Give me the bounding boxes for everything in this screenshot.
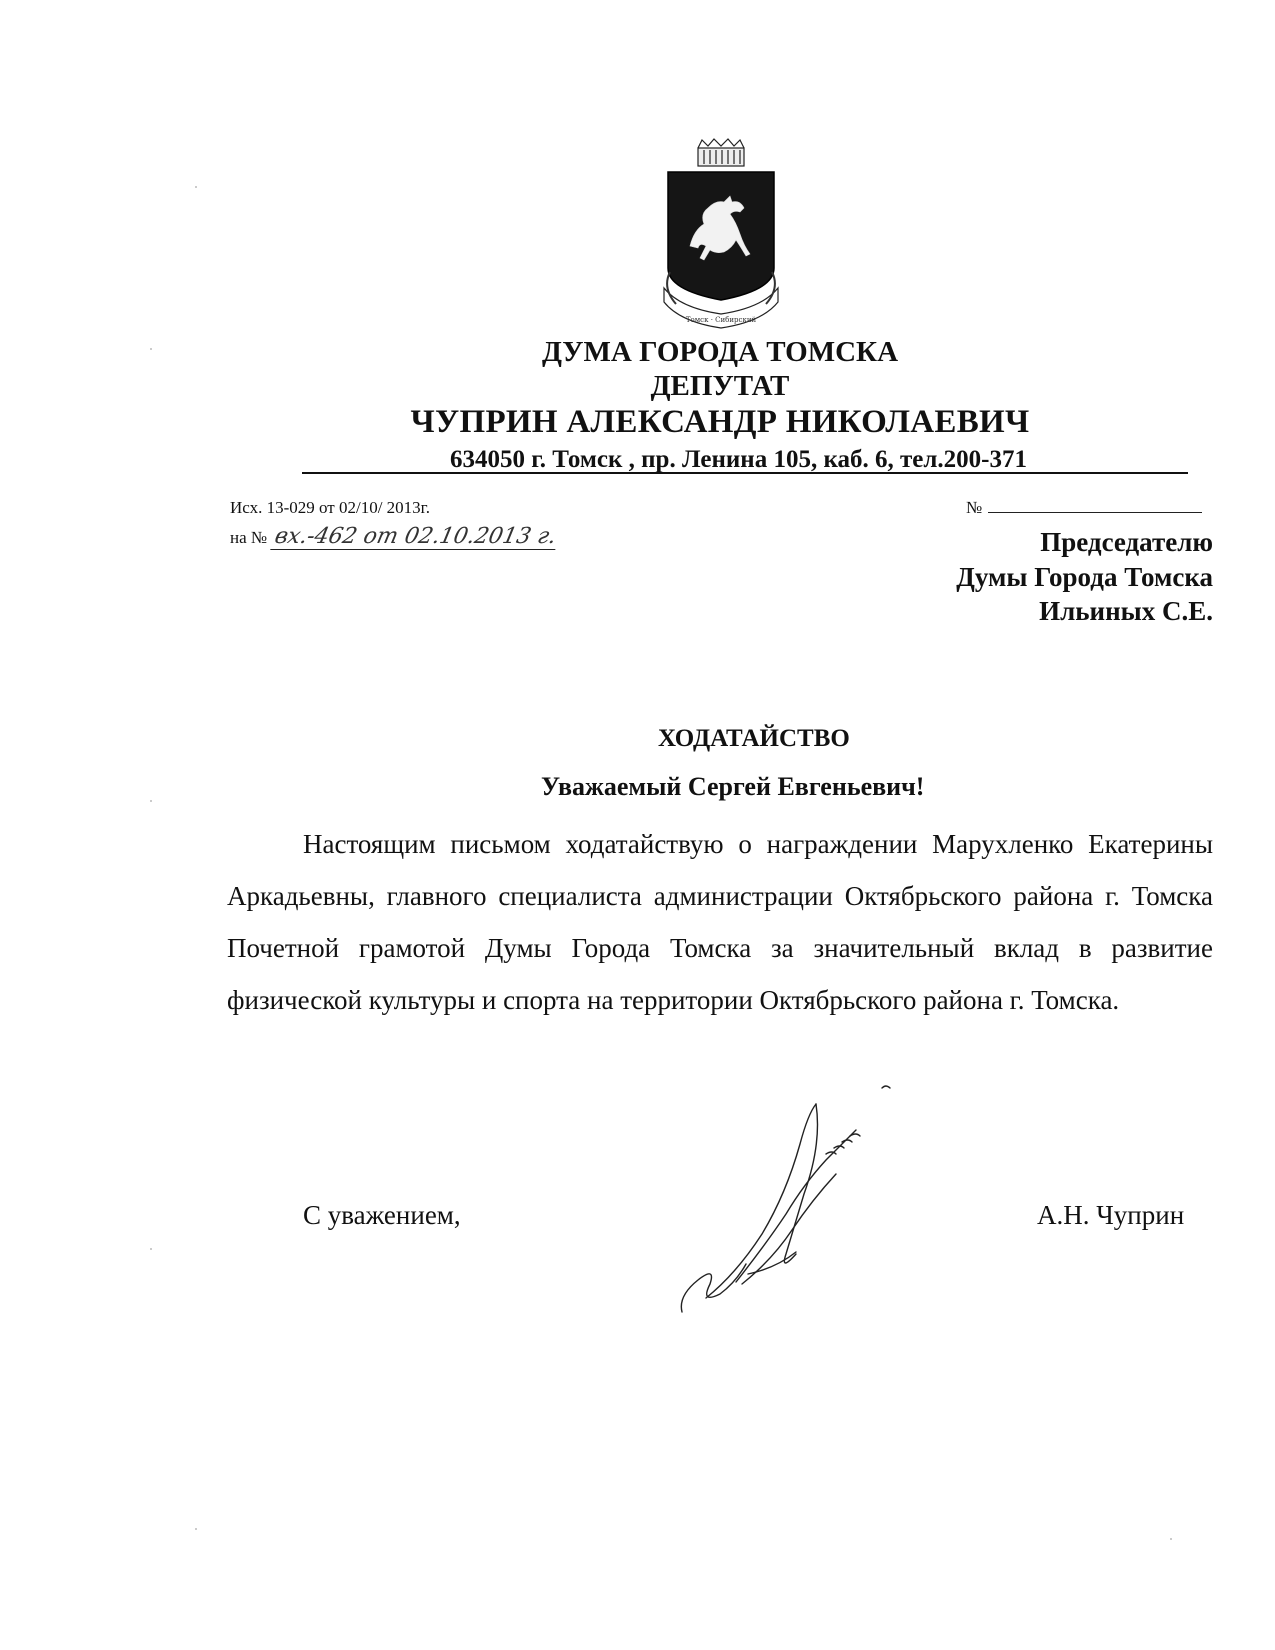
role-heading: ДЕПУТАТ bbox=[650, 370, 790, 402]
greeting: Уважаемый Сергей Евгеньевич! bbox=[541, 772, 925, 801]
incoming-label: на № bbox=[230, 528, 268, 547]
document-title: ХОДАТАЙСТВО bbox=[658, 725, 850, 752]
handwritten-signature bbox=[676, 1084, 906, 1324]
addressee-position: Председателю bbox=[1040, 527, 1213, 557]
addressee-organization: Думы Города Томска bbox=[956, 562, 1213, 592]
registration-number bbox=[966, 498, 1202, 518]
scan-speck bbox=[150, 800, 152, 802]
signer-name: А.Н. Чуприн bbox=[1037, 1200, 1185, 1230]
incoming-reference bbox=[230, 524, 558, 550]
header-rule bbox=[302, 472, 1188, 474]
coat-motto: Томск · Сибирский bbox=[685, 316, 757, 324]
scan-speck bbox=[1170, 1538, 1172, 1540]
outgoing-reference: Исх. 13-029 от 02/10/ 2013г. bbox=[230, 498, 430, 517]
scan-speck bbox=[195, 186, 197, 188]
number-label: № bbox=[966, 498, 983, 517]
tomsk-coat-of-arms-icon bbox=[660, 138, 782, 338]
scan-speck bbox=[195, 1528, 197, 1530]
scan-speck bbox=[150, 348, 152, 350]
closing-phrase: С уважением, bbox=[303, 1200, 461, 1230]
organization-heading: ДУМА ГОРОДА ТОМСКА bbox=[541, 336, 899, 368]
body-paragraph: Настоящим письмом ходатайствую о награждении Марухленко Екатерины Аркадьевны, главного специалиста администрации Октябрьского района г. Томска Почетной грамотой Думы Города Томска за значительный вклад в развитие физической культуры и спорта на территории Октябрьского района г. Томска. bbox=[227, 829, 1213, 1015]
number-blank-line bbox=[988, 498, 1202, 513]
deputy-name: ЧУПРИН АЛЕКСАНДР НИКОЛАЕВИЧ bbox=[410, 404, 1030, 440]
addressee-name: Ильиных С.Е. bbox=[1039, 596, 1213, 626]
incoming-handwritten-number: вх.-462 от 02.10.2013 г. bbox=[271, 524, 561, 550]
scan-speck bbox=[150, 1248, 152, 1250]
contact-address: 634050 г. Томск , пр. Ленина 105, каб. 6, тел.200-371 bbox=[450, 446, 1027, 473]
